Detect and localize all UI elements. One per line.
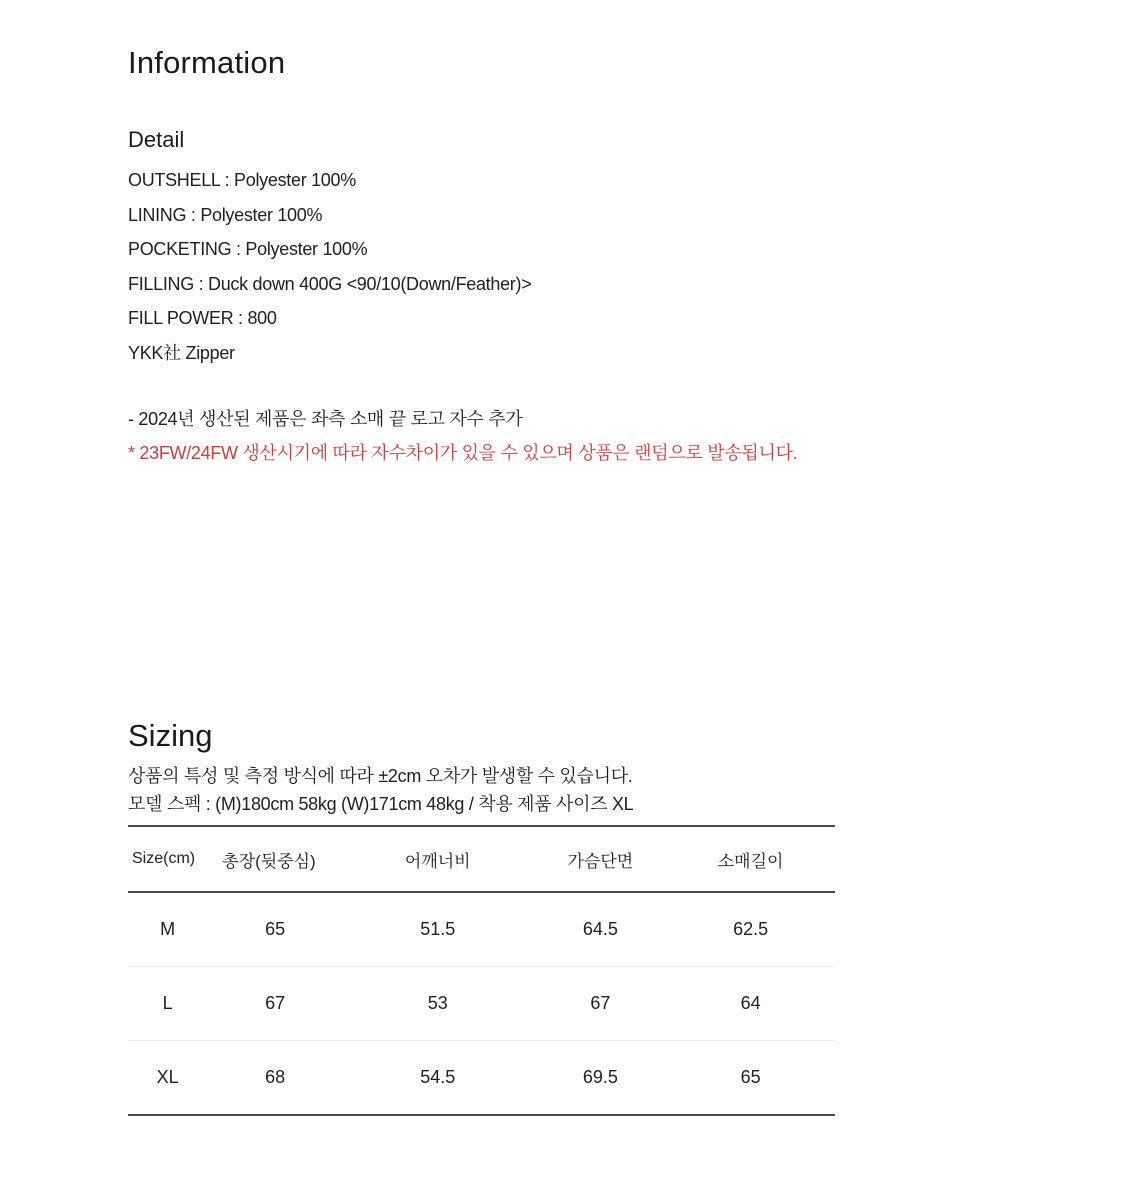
cell-shoulder-width: 51.5 bbox=[341, 892, 535, 967]
cell-chest-width: 67 bbox=[535, 967, 667, 1041]
size-table-header-row bbox=[128, 826, 835, 892]
header-sleeve-length: 소매길이 bbox=[666, 826, 835, 892]
sizing-tolerance-note: 상품의 특성 및 측정 방식에 따라 ±2cm 오차가 발생할 수 있습니다. bbox=[128, 766, 633, 786]
information-title: Information bbox=[128, 45, 286, 80]
cell-sleeve-length: 64 bbox=[666, 967, 835, 1041]
note-logo-embroidery: - 2024년 생산된 제품은 좌측 소매 끝 로고 자수 추가 bbox=[128, 409, 523, 429]
cell-sleeve-length: 62.5 bbox=[666, 892, 835, 967]
cell-total-length: 68 bbox=[265, 1067, 286, 1087]
header-chest-width: 가슴단면 bbox=[535, 826, 667, 892]
sizing-description bbox=[128, 762, 633, 818]
header-total-length: 총장(뒷중심) bbox=[209, 826, 341, 892]
table-row bbox=[128, 1041, 835, 1116]
sizing-title: Sizing bbox=[128, 718, 213, 753]
cell-shoulder-width: 53 bbox=[341, 967, 535, 1041]
detail-item-pocketing: POCKETING : Polyester 100% bbox=[128, 239, 368, 259]
table-row bbox=[128, 967, 835, 1041]
cell-chest-width: 64.5 bbox=[535, 892, 667, 967]
notes bbox=[128, 402, 797, 470]
detail-item-fill-power: FILL POWER : 800 bbox=[128, 308, 277, 328]
cell-chest-width: 69.5 bbox=[582, 1067, 618, 1087]
model-spec-note: 모델 스펙 : (M)180cm 58kg (W)171cm 48kg / 착용 제품 사이즈 XL bbox=[128, 794, 634, 814]
cell-shoulder-width: 54.5 bbox=[420, 1067, 456, 1087]
cell-total-length: 67 bbox=[209, 967, 341, 1041]
detail-item-filling: FILLING : Duck down 400G <90/10(Down/Feather)> bbox=[128, 273, 532, 294]
detail-list bbox=[128, 163, 531, 370]
cell-size: XL bbox=[156, 1067, 179, 1087]
header-shoulder-width: 어깨너비 bbox=[341, 826, 535, 892]
cell-size: M bbox=[128, 892, 209, 967]
detail-item-lining: LINING : Polyester 100% bbox=[128, 204, 323, 225]
table-row bbox=[128, 892, 835, 967]
cell-size: L bbox=[128, 967, 209, 1041]
cell-total-length: 65 bbox=[209, 892, 341, 967]
detail-title: Detail bbox=[128, 127, 185, 152]
header-size: Size(cm) bbox=[128, 826, 209, 892]
note-warning-random-shipping: * 23FW/24FW 생산시기에 따라 자수차이가 있을 수 있으며 상품은 랜덤으로 발송됩니다. bbox=[128, 443, 798, 463]
detail-item-zipper: YKK社 Zipper bbox=[128, 342, 235, 363]
cell-sleeve-length: 65 bbox=[740, 1067, 761, 1087]
detail-item-outshell: OUTSHELL : Polyester 100% bbox=[128, 170, 356, 190]
size-table bbox=[128, 825, 835, 1116]
